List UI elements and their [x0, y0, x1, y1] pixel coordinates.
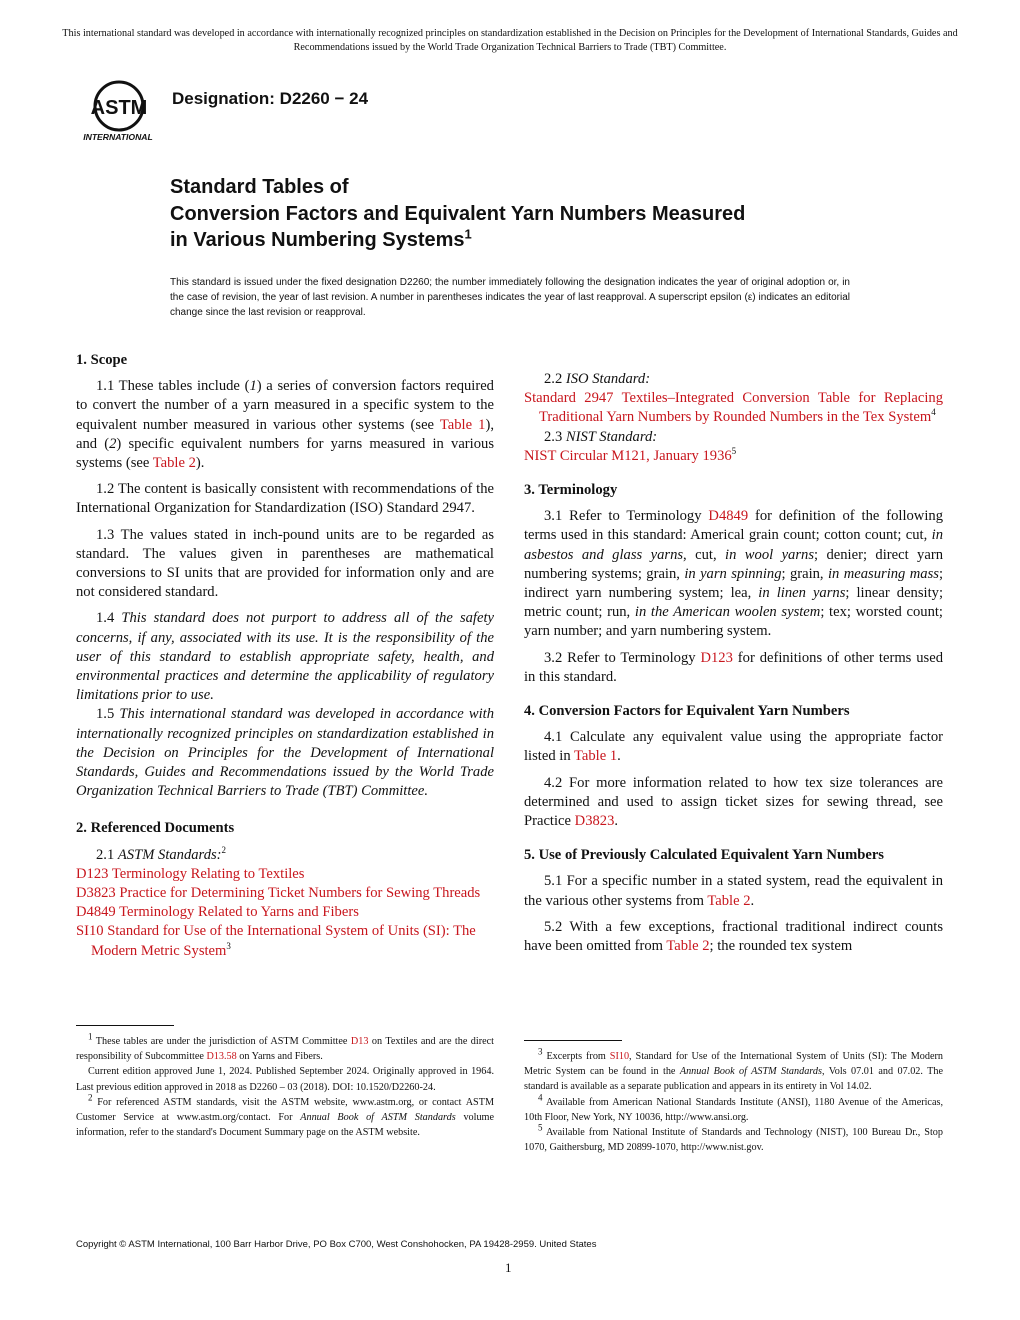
footnote-ref-4[interactable]: 4: [931, 407, 936, 418]
ref-d4849[interactable]: D4849 Terminology Related to Yarns and Fibers: [76, 904, 359, 921]
para-1-1: 1.1 These tables include (1) a series of conversion factors required to convert the number of a yarn measured in a specific system to the equivalent number measured in various other systems (see Table 1), and (2) specific equivalent numbers for yarns measured in various systems (see Table 2).: [76, 378, 494, 472]
link-table-1b[interactable]: Table 1: [574, 748, 618, 765]
link-si10[interactable]: SI10: [609, 1051, 630, 1062]
footnote-3: $^3$ Excerpts from SI10, Standard for Use of the International System of Units (SI): The Modern Metric System can be found in the Annual Book of ASTM Standards, Vols 07.01 and 07.02. The standard is available as a separate publication and appears in its entirety in Vol 14.02.: [524, 1046, 944, 1093]
link-table-2b[interactable]: Table 2: [707, 892, 751, 909]
ref-iso-2947[interactable]: Standard 2947 Textiles–Integrated Conversion Table for Replacing Traditional Yarn Numbers by Rounded Numbers in the Tex System$^4$: [524, 390, 943, 426]
para-4-1: 4.1 Calculate any equivalent value using the appropriate factor listed in Table 1.: [524, 729, 943, 765]
para-1-5: 1.5 This international standard was developed in accordance with internationally recognized principles on standardization established in the Decision on Principles for the Development of International Standards, Guides and Recommendations issued by the World Trade Organization Technical Barriers to Trade (TBT) Committee.: [76, 706, 495, 800]
footnotes-right: [524, 1046, 944, 1155]
link-table-2c[interactable]: Table 2: [666, 938, 710, 955]
para-1-4: 1.4 This standard does not purport to address all of the safety concerns, if any, associated with its use. It is the responsibility of the user of this standard to establish appropriate safety, health, and environmental practices and determine the applicability of regulatory limitations prior to use.: [76, 610, 494, 704]
link-d13-58[interactable]: D13.58: [206, 1051, 237, 1063]
para-2-3: 2.3 NIST Standard:: [544, 428, 658, 445]
ref-nist[interactable]: NIST Circular M121, January 1936$^5$: [524, 445, 737, 464]
link-table-1[interactable]: Table 1: [439, 416, 486, 433]
title-line-1: Standard Tables of: [170, 176, 349, 198]
ref-d3823[interactable]: D3823 Practice for Determining Ticket Numbers for Sewing Threads: [76, 885, 481, 902]
para-5-2: 5.2 With a few exceptions, fractional traditional indirect counts have been omitted from Table 2; the rounded tex system: [524, 918, 943, 955]
section-3-heading: 3. Terminology: [524, 482, 618, 499]
footnotes-left: [76, 1031, 495, 1140]
logo-text: ASTM: [90, 97, 148, 119]
footnote-1: $^1$ These tables are under the jurisdiction of ASTM Committee D13 on Textiles and are the direct responsibility of Subcommittee D13.58 on Yarns and Fibers.: [76, 1031, 494, 1063]
para-3-1: 3.1 Refer to Terminology D4849 for definition of the following terms used in this standard: Americal grain count; cotton count; cut, in asbestos and glass yarns, cut, in wool yarns; denier; direct yarn numbering systems; grain, in yarn spinning; grain, in measuring mass; indirect yarn numbering system; lea, in linen yarns; linear density; metric count; run, in the American woolen system; tex; worsted count; yarn number; and yarn numbering system.: [524, 508, 943, 640]
link-table-2[interactable]: Table 2: [152, 455, 196, 472]
link-d123[interactable]: D123: [700, 649, 733, 666]
footnote-rule-left: [76, 1025, 174, 1026]
link-d13[interactable]: D13: [350, 1036, 369, 1047]
para-2-1: 2.1 ASTM Standards:$^2$: [96, 844, 227, 863]
title-line-2: Conversion Factors and Equivalent Yarn Numbers Measured: [170, 202, 746, 225]
section-4-heading: 4. Conversion Factors for Equivalent Yarn Numbers: [524, 703, 850, 720]
copyright: Copyright © ASTM International, 100 Barr Harbor Drive, PO Box C700, West Conshohocken, PA 19428-2959. United States: [76, 1239, 597, 1250]
ref-d123[interactable]: D123 Terminology Relating to Textiles: [76, 865, 305, 882]
link-d3823[interactable]: D3823: [574, 813, 615, 830]
para-4-2: 4.2 For more information related to how tex size tolerances are determined and used to assign ticket sizes for sewing thread, see Practice D3823.: [524, 774, 943, 830]
footnote-1-edition: Current edition approved June 1, 2024. Published September 2024. Originally approved in 1964. Last previous edition approved in 2018 as D2260 – 03 (2018). DOI: 10.1520/D2260-24.: [76, 1066, 494, 1093]
logo-subtext: INTERNATIONAL: [83, 132, 153, 142]
title-line-3: in Various Numbering Systems: [170, 229, 465, 251]
para-3-2: 3.2 Refer to Terminology D123 for definitions of other terms used in this standard.: [524, 649, 943, 685]
left-column: [76, 351, 494, 961]
designation: Designation: D2260 − 24: [172, 89, 369, 108]
footnote-ref-5[interactable]: 5: [731, 445, 737, 456]
document-title: [170, 174, 745, 254]
para-5-1: 5.1 For a specific number in a stated system, read the equivalent in the various other systems from Table 2.: [524, 873, 943, 909]
section-1-heading: 1. Scope: [76, 352, 128, 368]
footnote-4: $^4$ Available from American National Standards Institute (ANSI), 1180 Avenue of the Americas, 10th Floor, New York, NY 10036, http://www.ansi.org.: [524, 1092, 943, 1123]
astm-logo: [74, 78, 162, 144]
para-2-2: 2.2 ISO Standard:: [544, 371, 651, 387]
page-number: 1: [505, 1260, 512, 1275]
title-footnote-ref[interactable]: 1: [464, 226, 472, 242]
link-d4849[interactable]: D4849: [708, 508, 749, 525]
footnote-5: $^5$ Available from National Institute of Standards and Technology (NIST), 100 Bureau Dr., Stop 1070, Gaithersburg, MD 20899-1070, http://www.nist.gov.: [524, 1122, 943, 1154]
footnote-ref-2[interactable]: 2: [221, 844, 227, 855]
footnote-2: $^2$ For referenced ASTM standards, visit the ASTM website, www.astm.org, or contact ASTM Customer Service at www.astm.org/contact. For Annual Book of ASTM Standards volume information, refer to the standard's Document Summary page on the ASTM website.: [76, 1092, 495, 1139]
section-5-heading: 5. Use of Previously Calculated Equivalent Yarn Numbers: [524, 847, 884, 864]
issued-note: This standard is issued under the fixed designation D2260; the number immediately following the designation indicates the year of original adoption or, in the case of revision, the year of last revision. A number in parentheses indicates the year of last reapproval. A superscript epsilon (ε) indicates an editorial change since the last revision or reapproval.: [170, 277, 850, 318]
tbt-notice: This international standard was developed in accordance with internationally recognized principles on standardization established in the Decision on Principles for the Development of International Standards, Guides and Recommendations issued by the World Trade Organization Technical Barriers to Trade (TBT) Committee.: [62, 28, 958, 53]
footnote-rule-right: [524, 1040, 622, 1041]
para-1-2: 1.2 The content is basically consistent with recommendations of the International Organization for Standardization (ISO) Standard 2947.: [76, 481, 494, 517]
section-2-heading: 2. Referenced Documents: [76, 820, 235, 837]
ref-si10[interactable]: SI10 Standard for Use of the International System of Units (SI): The Modern Metric System$^3$: [76, 923, 476, 959]
para-1-3: 1.3 The values stated in inch-pound units are to be regarded as standard. The values given in parentheses are mathematical conversions to SI units that are provided for information only and are not considered standard.: [76, 526, 494, 601]
footnote-ref-3[interactable]: 3: [226, 940, 231, 951]
right-column: [524, 370, 943, 956]
